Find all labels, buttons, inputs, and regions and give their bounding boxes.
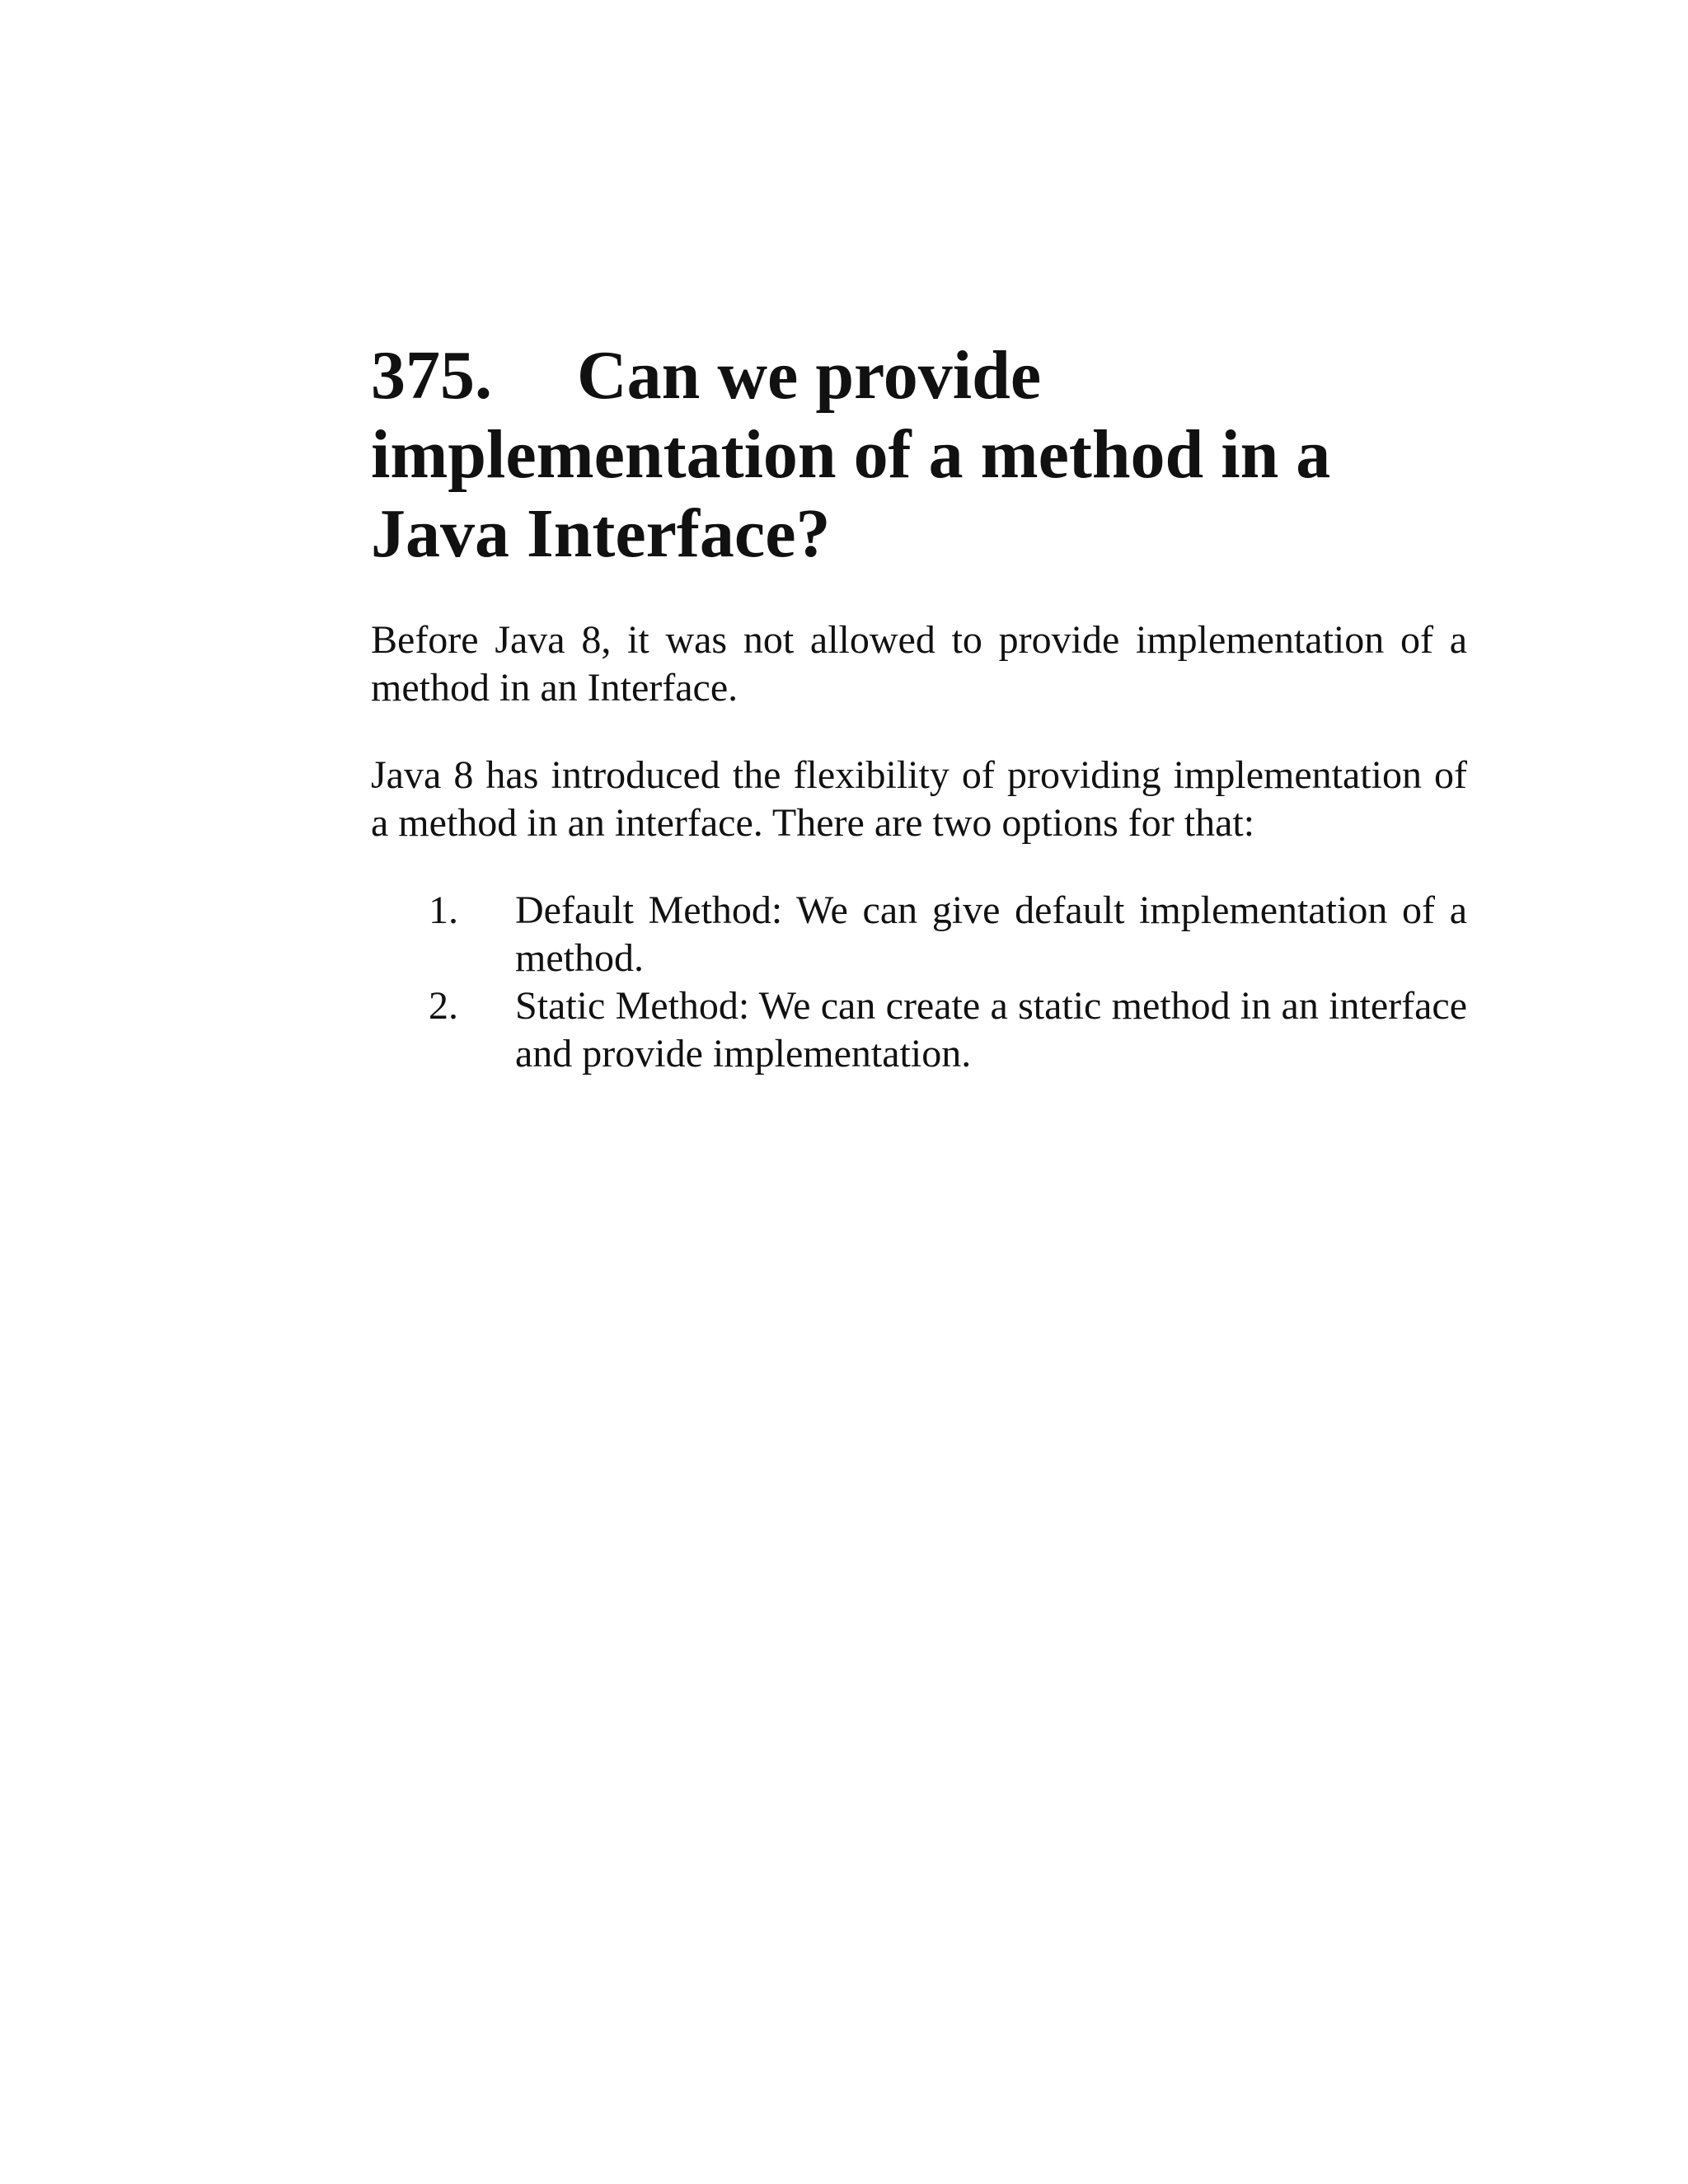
list-item-number: 1. <box>429 888 458 932</box>
list-item-text: Default Method: We can give default implementation of a method. <box>515 888 1467 980</box>
list-item-text: Static Method: We can create a static method in an interface and provide implementation. <box>515 984 1467 1076</box>
list-item <box>371 887 1467 982</box>
question-title: Can we provide implementation of a method in a Java Interface? <box>371 337 1331 572</box>
options-list <box>371 887 1467 1078</box>
list-item <box>371 982 1467 1078</box>
list-item-number: 2. <box>429 984 458 1028</box>
paragraph-1: Before Java 8, it was not allowed to provide implementation of a method in an Interface. <box>371 618 1467 710</box>
page-content <box>371 336 1467 1078</box>
paragraph-2: Java 8 has introduced the flexibility of providing implementation of a method in an interface. There are two options for that: <box>371 753 1467 845</box>
question-heading <box>371 336 1467 574</box>
question-number: 375. <box>371 337 492 414</box>
